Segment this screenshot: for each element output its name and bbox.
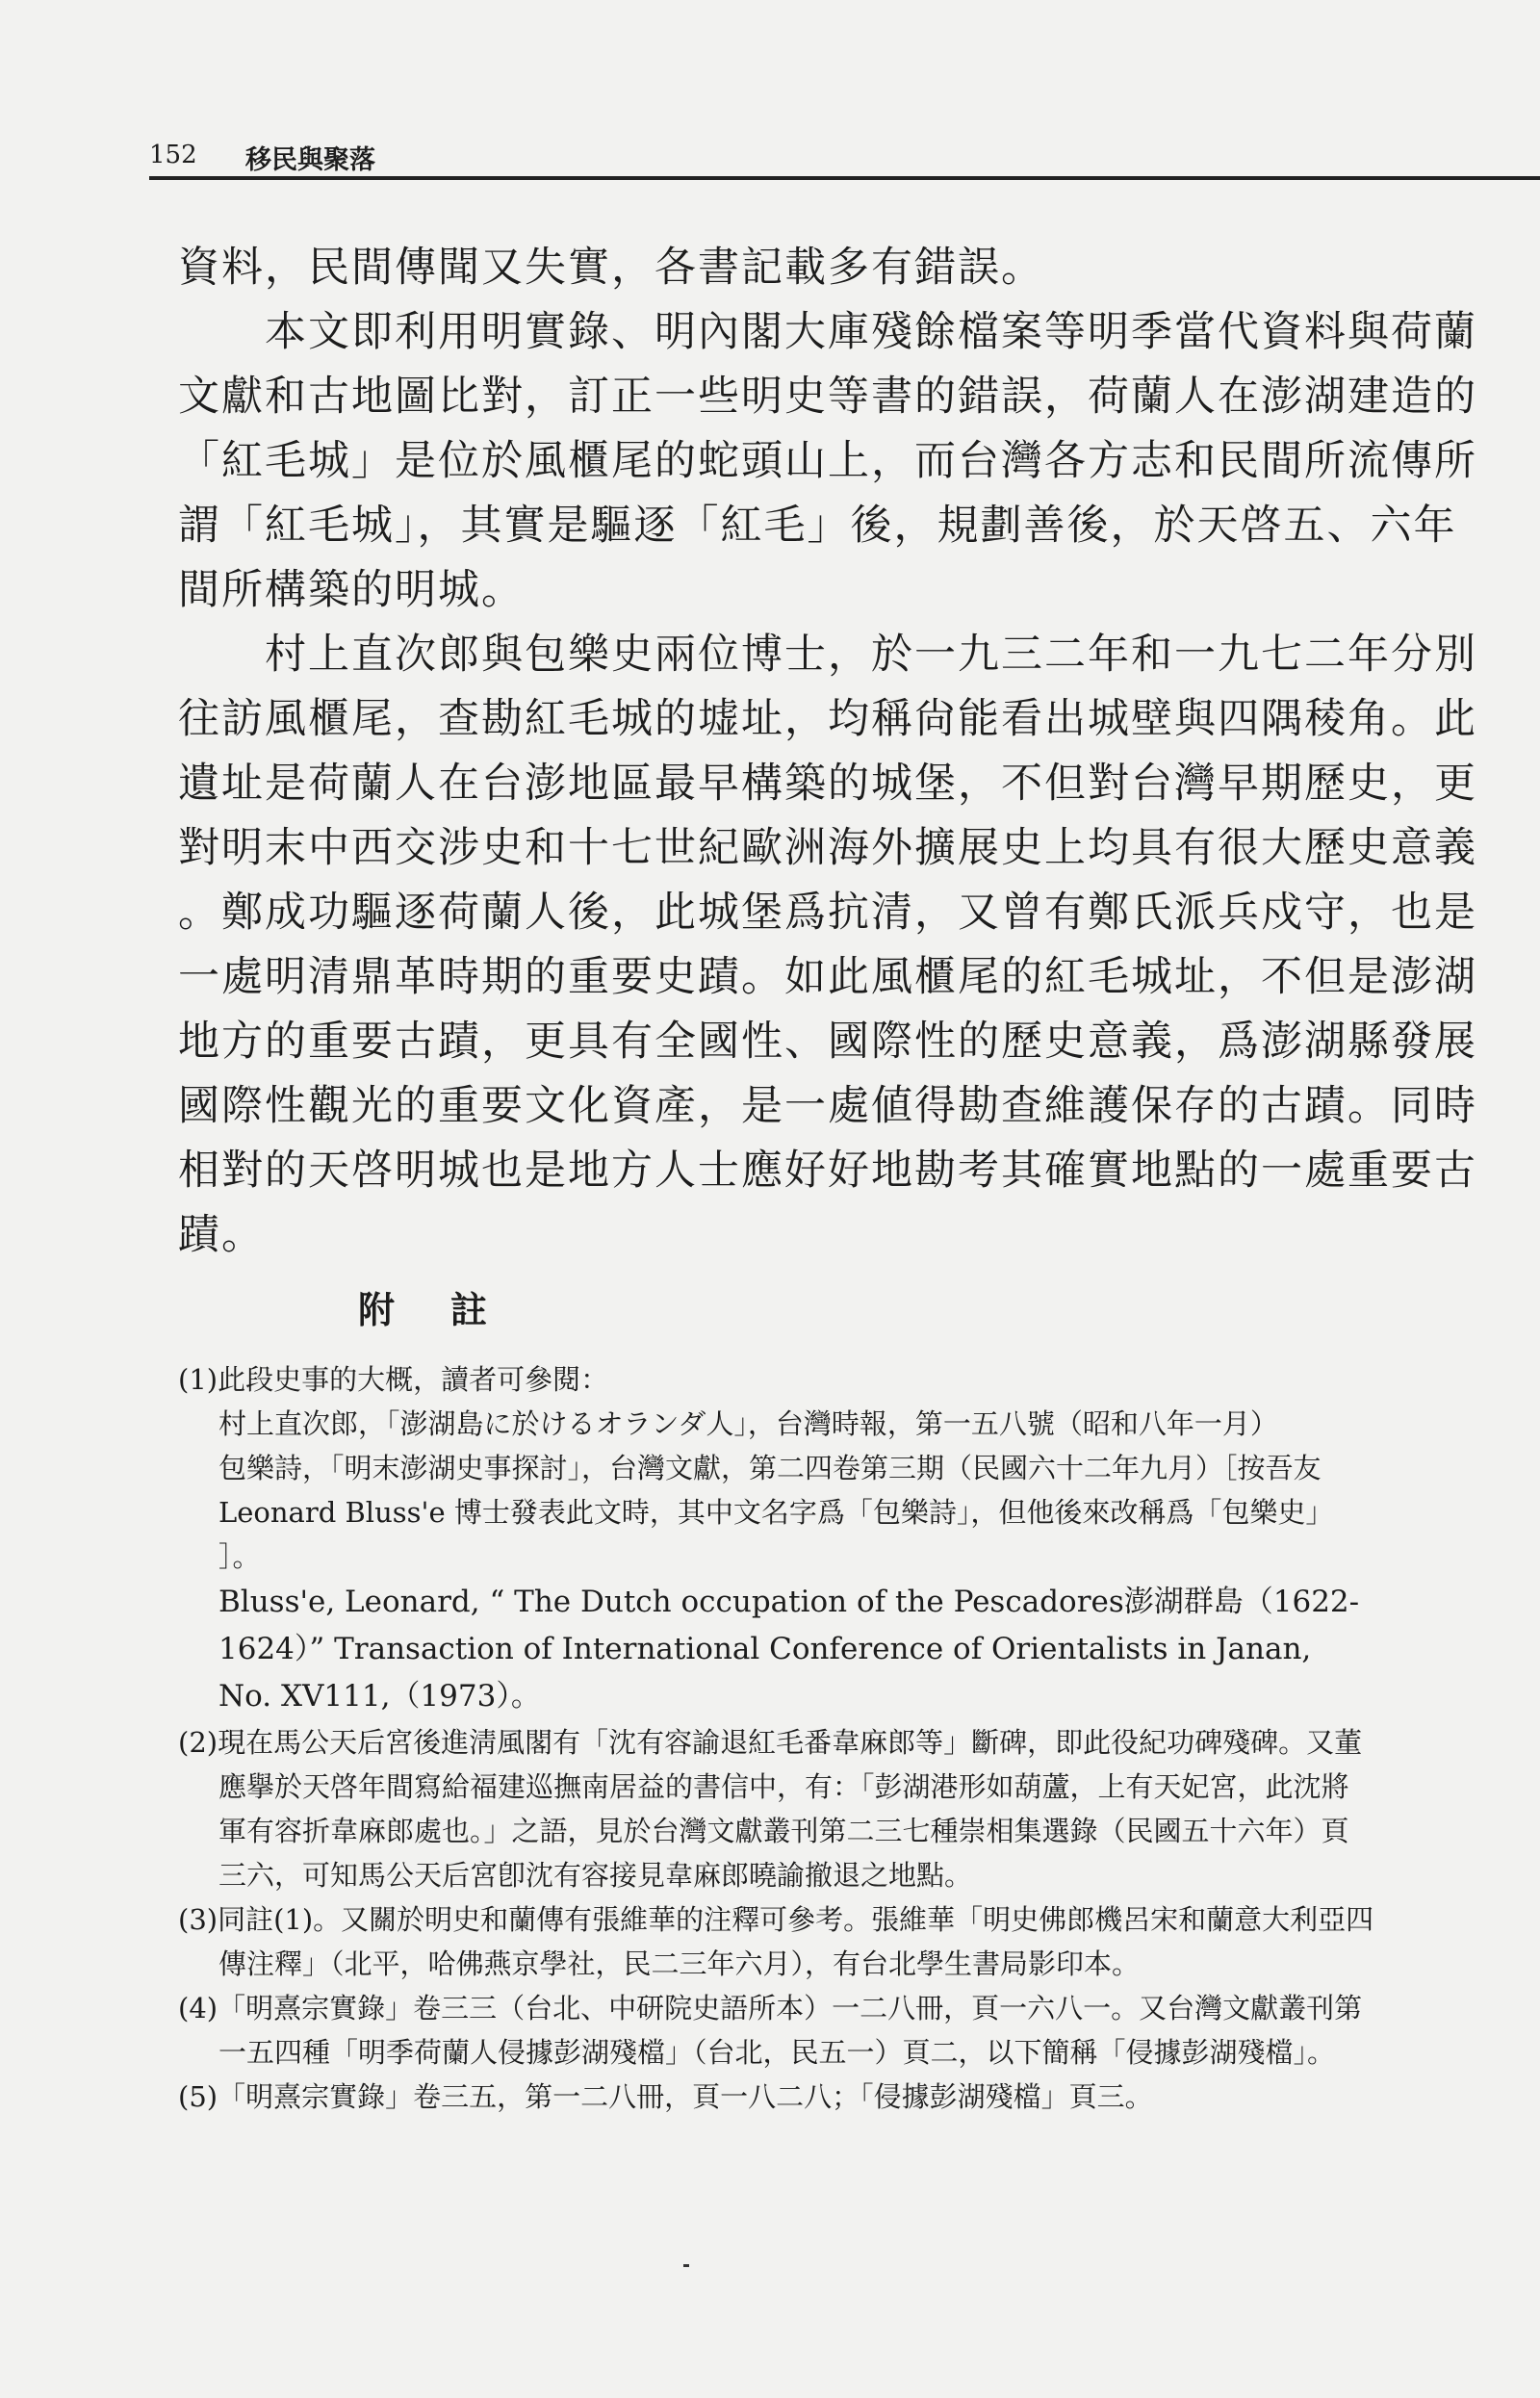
footnote-line: 包樂詩，「明末澎湖史事探討」，台灣文獻，第二四卷第三期（民國六十二年九月）［按吾友 xyxy=(218,1452,1322,1484)
body-line: 本文即利用明實錄、明內閣大庫殘餘檔案等明季當代資料與荷蘭 xyxy=(178,308,1477,356)
body-line: 國際性觀光的重要文化資產，是一處値得勘查維護保存的古蹟。同時 xyxy=(178,1082,1477,1130)
footnote-5 xyxy=(178,2075,1535,2119)
body-line: 蹟。 xyxy=(178,1211,265,1259)
footnote-line: 軍有容折韋麻郎處也。」之語，見於台灣文獻叢刊第二三七種崇相集選錄（民國五十六年）頁 xyxy=(218,1815,1349,1847)
footnote-line: Bluss'e, Leonard, “ The Dutch occupation of the Pescadores澎湖群島（1622- xyxy=(218,1585,1360,1619)
notes-heading: 附註 xyxy=(358,1288,544,1331)
page-header xyxy=(149,135,1535,173)
body-line: 文獻和古地圖比對，訂正一些明史等書的錯誤，荷蘭人在澎湖建造的 xyxy=(178,373,1477,421)
footnote-line: 傳注釋」（北平，哈佛燕京學社，民二三年六月），有台北學生書局影印本。 xyxy=(218,1947,1141,1980)
body-text xyxy=(178,236,1535,1268)
footnote-line: (4)「明熹宗實錄」卷三三（台北、中研院史語所本）一二八冊，頁一六八一。又台灣文獻叢刊第 xyxy=(178,1992,1363,2024)
header-rule xyxy=(149,176,1540,180)
footnotes xyxy=(178,1357,1535,2119)
footnote-line: No. XV111,（1973）。 xyxy=(218,1679,541,1714)
print-speck xyxy=(683,2264,689,2267)
footnote-line: (2)現在馬公天后宮後進淸風閣有「沈有容諭退紅毛番韋麻郎等」斷碑，即此役紀功碑殘碑。又董 xyxy=(178,1726,1363,1759)
footnote-4 xyxy=(178,1986,1535,2075)
footnote-line: (5)「明熹宗實錄」卷三五，第一二八冊，頁一八二八；「侵據彭湖殘檔」頁三。 xyxy=(178,2080,1153,2113)
footnote-line: (3)同註(1)。又關於明史和蘭傳有張維華的注釋可參考。張維華「明史佛郎機呂宋和蘭意大利亞四 xyxy=(178,1903,1374,1936)
body-line: 「紅毛城」是位於風櫃尾的蛇頭山上，而台灣各方志和民間所流傳所 xyxy=(178,437,1477,485)
body-line: 。鄭成功驅逐荷蘭人後，此城堡爲抗清，又曾有鄭氏派兵戍守，也是 xyxy=(178,889,1477,937)
body-line: 地方的重要古蹟，更具有全國性、國際性的歷史意義，爲澎湖縣發展 xyxy=(178,1018,1477,1066)
footnote-line: 三六，可知馬公天后宮卽沈有容接見韋麻郎曉諭撤退之地點。 xyxy=(218,1859,973,1892)
footnote-line: 應擧於天啓年間寫給福建巡撫南居益的書信中，有：「彭湖港形如葫蘆，上有天妃宮，此沈將 xyxy=(218,1770,1349,1803)
footnote-line: 村上直次郎，「澎湖島に於けるオランダ人」，台灣時報，第一五八號（昭和八年一月） xyxy=(218,1407,1278,1440)
footnote-2 xyxy=(178,1720,1535,1897)
footnote-3 xyxy=(178,1897,1535,1986)
body-line: 遺址是荷蘭人在台澎地區最早構築的城堡，不但對台灣早期歷史，更 xyxy=(178,760,1477,808)
footnote-line: Leonard Bluss'e 博士發表此文時，其中文名字爲「包樂詩」，但他後來改稱爲「包樂史」 xyxy=(218,1496,1334,1529)
body-line: 間所構築的明城。 xyxy=(178,566,525,614)
body-line: 相對的天啓明城也是地方人士應好好地勘考其確實地點的一處重要古 xyxy=(178,1147,1477,1195)
body-line: 村上直次郎與包樂史兩位博士，於一九三二年和一九七二年分別 xyxy=(178,631,1477,679)
body-line: 謂「紅毛城」，其實是驅逐「紅毛」後，規劃善後，於天啓五、六年 xyxy=(178,502,1457,550)
page-number: 152 xyxy=(149,141,197,169)
body-line: 一處明清鼎革時期的重要史蹟。如此風櫃尾的紅毛城址，不但是澎湖 xyxy=(178,953,1477,1001)
footnote-line: 1624）” Transaction of International Conference of Orientalists in Janan, xyxy=(218,1632,1312,1666)
footnote-line: ］。 xyxy=(218,1540,261,1573)
footnote-line: (1)此段史事的大概，讀者可參閱： xyxy=(178,1363,609,1396)
body-line: 往訪風櫃尾，查勘紅毛城的墟址，均稱尙能看出城壁與四隅稜角。此 xyxy=(178,695,1477,743)
body-line: 對明末中西交涉史和十七世紀歐洲海外擴展史上均具有很大歷史意義 xyxy=(178,824,1477,872)
footnote-line: 一五四種「明季荷蘭人侵據彭湖殘檔」（台北，民五一）頁二，以下簡稱「侵據彭湖殘檔」。 xyxy=(218,2036,1336,2069)
running-title: 移民與聚落 xyxy=(245,145,375,175)
body-line: 資料，民間傳聞又失實，各書記載多有錯誤。 xyxy=(178,244,1044,292)
footnote-1 xyxy=(178,1357,1535,1720)
